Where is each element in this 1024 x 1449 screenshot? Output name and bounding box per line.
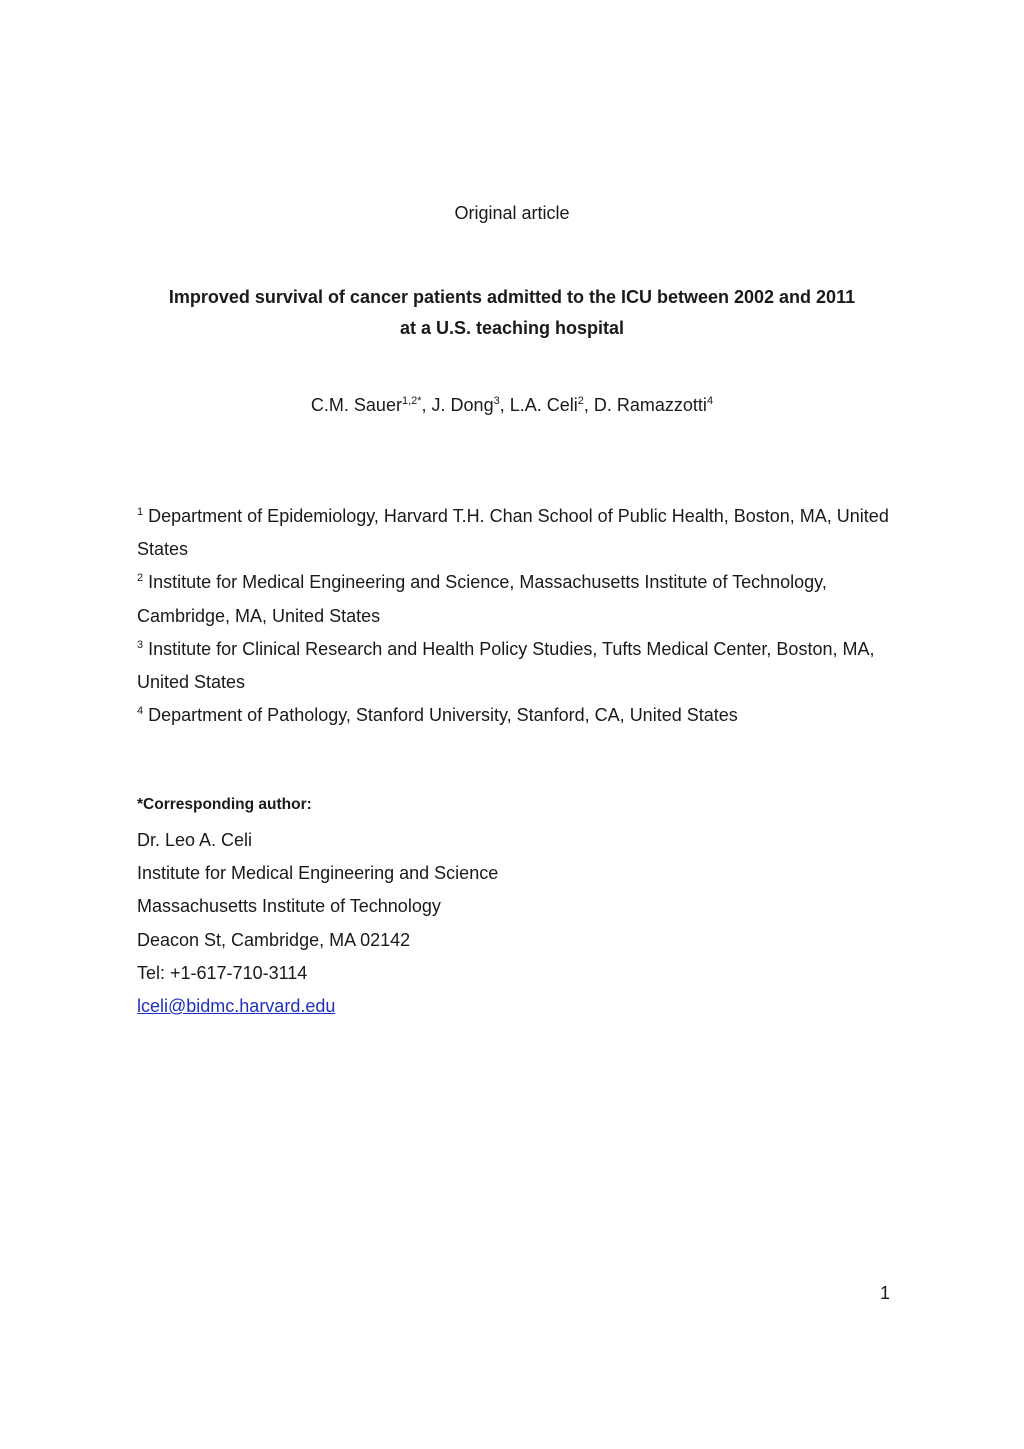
affiliation-number: 1 [137, 506, 144, 518]
affiliation-text: Institute for Medical Engineering and Science, Massachusetts Institute of Technology, Cambridge, MA, United States [137, 572, 827, 626]
corresponding-author-email-link[interactable]: lceli@bidmc.harvard.edu [137, 996, 336, 1017]
affiliation-text: Institute for Clinical Research and Health Policy Studies, Tufts Medical Center, Boston, MA, United States [137, 638, 875, 693]
affiliation-number: 3 [137, 638, 144, 651]
author-name: L.A. Celi [509, 395, 578, 415]
affiliation-item [137, 566, 889, 632]
affiliation-list [137, 500, 889, 732]
article-type: Original article [454, 203, 570, 223]
affiliation-item [137, 500, 889, 566]
author-list: C.M. Sauer$^{1,2*}$, J. Dong$^3$, L.A. Celi$^2$, D. Ramazzotti$^4$ [310, 395, 714, 415]
affiliation-text: Department of Epidemiology, Harvard T.H. Chan School of Public Health, Boston, MA, United States [137, 506, 889, 560]
corresponding-author-name: Dr. Leo A. Celi [137, 830, 253, 850]
affiliation-number: 2 [137, 572, 144, 585]
corresponding-author-institute: Institute for Medical Engineering and Science [137, 863, 499, 884]
corresponding-author-details [137, 824, 498, 1023]
affiliation-item [137, 699, 889, 732]
corresponding-author-address: Deacon St, Cambridge, MA 02142 [137, 929, 411, 950]
affiliation-item [137, 633, 889, 699]
corresponding-author-phone: Tel: +1-617-710-3114 [137, 962, 308, 983]
corresponding-author-university: Massachusetts Institute of Technology [137, 896, 441, 917]
author-name: D. Ramazzotti [593, 395, 707, 415]
author-affiliation-marker: 1,2* [401, 395, 422, 407]
author-name: J. Dong [431, 395, 494, 415]
article-title [137, 282, 887, 344]
author-affiliation-marker: 3 [493, 395, 500, 407]
title-line-1: Improved survival of cancer patients admitted to the ICU between 2002 and 2011 [168, 287, 856, 307]
corresponding-author-heading: *Corresponding author: [137, 796, 312, 813]
author-affiliation-marker: 2 [577, 395, 584, 407]
affiliation-text: Department of Pathology, Stanford University, Stanford, CA, United States [143, 705, 738, 726]
author-affiliation-marker: 4 [706, 395, 714, 407]
title-line-2: at a U.S. teaching hospital [399, 318, 625, 338]
page-number: 1 [879, 1283, 890, 1303]
author-name: C.M. Sauer [310, 395, 402, 415]
affiliation-number: 4 [137, 705, 144, 718]
